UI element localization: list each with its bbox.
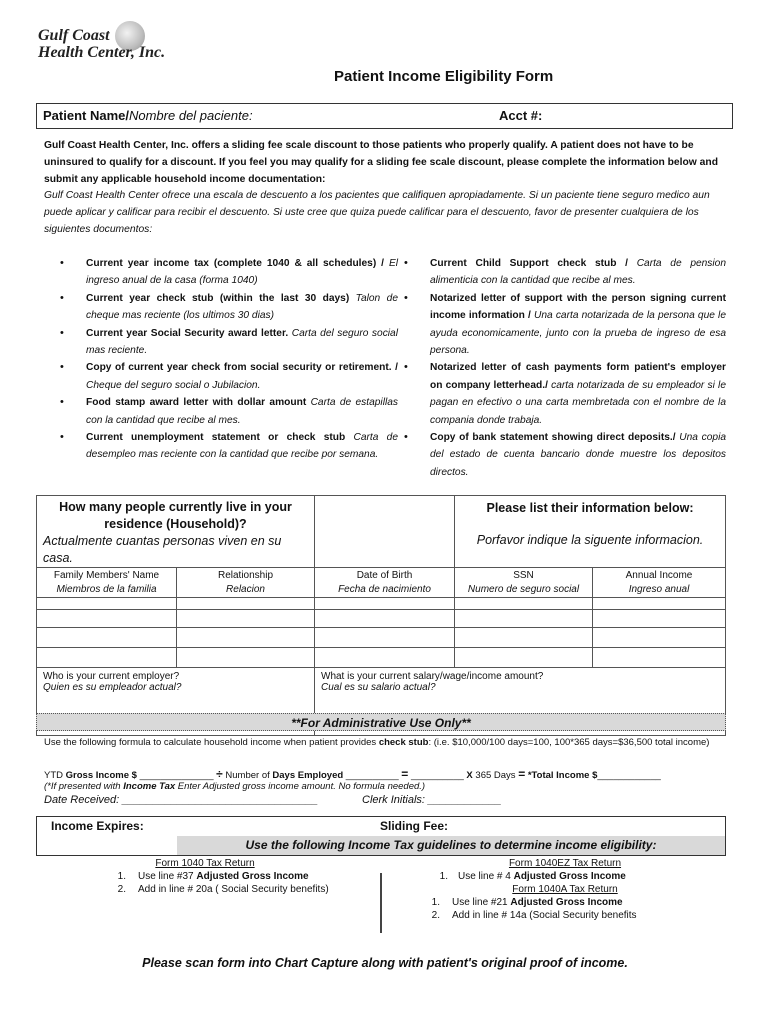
logo-line2: Health Center, Inc. bbox=[38, 44, 166, 61]
doc-en: Current year income tax (complete 1040 & all schedules) / bbox=[86, 258, 384, 269]
guideline-divider bbox=[380, 873, 382, 933]
item-pre: Use line #37 bbox=[138, 871, 194, 882]
intro-spanish: Gulf Coast Health Center ofrece una escala de descuento a los pacientes que califiquen apropiadamente. Si un paciente tiene seguro medico aun puede aplicar y calificar para recibir el descuento. Si uste cree que quiza puede calificar para el descuento, favor de presenter cualquiera de los siguientes documentos: bbox=[44, 190, 710, 235]
doc-es: Talon de cheque mas reciente (los ultimos 30 dias) bbox=[86, 292, 398, 322]
doc-es: El ingreso anual de la casa (forma 1040) bbox=[86, 258, 398, 287]
col-header-en: Family Members' Name bbox=[53, 570, 160, 581]
table-cell-input[interactable] bbox=[37, 610, 177, 628]
footer-note: Please scan form into Chart Capture along with patient's original proof of income. bbox=[142, 956, 628, 970]
date-received-label: Date Received: bbox=[44, 794, 120, 806]
clerk-initials-label: Clerk Initials: bbox=[362, 794, 425, 806]
table-cell-input[interactable] bbox=[315, 648, 455, 668]
tax-guidelines-right bbox=[420, 858, 710, 921]
table-cell-input[interactable] bbox=[455, 610, 593, 628]
sliding-fee-label: Sliding Fee: bbox=[380, 819, 449, 833]
expires-box bbox=[36, 816, 726, 856]
list-item bbox=[420, 910, 710, 921]
doc-es: carta notarizada de su empleador si le pagan en efectivo o una carta membretada con el nombre de la compania donde trabaja. bbox=[430, 379, 726, 426]
col-header-en: Date of Birth bbox=[356, 570, 413, 581]
divide-symbol: ÷ bbox=[216, 767, 223, 781]
col-header-name bbox=[37, 568, 177, 598]
times-symbol: X bbox=[466, 770, 473, 781]
table-cell-input[interactable] bbox=[37, 648, 177, 668]
form-1040ez-title: Form 1040EZ Tax Return bbox=[508, 858, 622, 869]
list-item bbox=[420, 871, 710, 882]
income-tax-note bbox=[44, 781, 425, 792]
date-received bbox=[44, 794, 318, 806]
item-pre: Add in line # 14a (Social Security benefits bbox=[452, 910, 637, 921]
household-question-es: Actualmente cuantas personas viven en su casa. bbox=[43, 534, 282, 565]
table-cell-input[interactable] bbox=[177, 628, 315, 648]
col-header-ssn bbox=[455, 568, 593, 598]
days-label-pre: Number of bbox=[225, 770, 270, 781]
total-income-label: *Total Income $ bbox=[527, 770, 598, 781]
date-received-field[interactable]: ________________________________ bbox=[122, 794, 319, 806]
patient-name-label-es: Nombre del paciente: bbox=[128, 108, 253, 123]
table-cell-input[interactable] bbox=[455, 598, 593, 610]
formula-pre: Use the following formula to calculate household income when patient provides bbox=[44, 737, 377, 748]
list-item bbox=[400, 359, 726, 429]
col-header-relationship bbox=[177, 568, 315, 598]
doc-es: Carta de pension alimenticia con la cantidad que recibe al mes. bbox=[430, 258, 727, 287]
docs-list-right bbox=[400, 255, 726, 481]
note-pre: (*If presented with bbox=[44, 781, 121, 792]
days-employed-field[interactable]: __________ bbox=[345, 770, 399, 781]
doc-es: Una copia del estado de cuenta bancario donde muestre los depositos directos. bbox=[430, 432, 726, 478]
intro-english: Gulf Coast Health Center, Inc. offers a sliding fee scale discount to those patients who properly qualify. A patient does not have to be uninsured to qualify for a discount. If you feel you may qualify for a sliding fee scale discount, please complete the information below and submit any applicable household income documentation: bbox=[44, 140, 718, 185]
doc-es: Cheque del seguro social o Jubilacion. bbox=[86, 379, 261, 391]
days-365-label: 365 Days bbox=[475, 770, 516, 781]
doc-en: Current year Social Security award letter. bbox=[86, 327, 289, 339]
table-cell-input[interactable] bbox=[37, 598, 177, 610]
days-employed-label: Days Employed bbox=[272, 770, 344, 781]
col-header-en: Relationship bbox=[217, 570, 274, 581]
col-header-en: Annual Income bbox=[625, 570, 693, 581]
list-item bbox=[56, 429, 398, 464]
note-bold: Income Tax bbox=[123, 781, 176, 792]
gross-income-label: Gross Income $ bbox=[65, 770, 137, 781]
doc-es: Carta de estapillas con la cantidad que recibe al mes. bbox=[86, 397, 398, 426]
list-item bbox=[100, 871, 370, 882]
list-item bbox=[56, 255, 398, 290]
item-bold: Adjusted Gross Income bbox=[510, 897, 623, 908]
patient-name-field[interactable] bbox=[277, 106, 527, 126]
page-title: Patient Income Eligibility Form bbox=[334, 68, 554, 85]
col-header-es: Miembros de la familia bbox=[56, 584, 157, 595]
doc-en: Current year check stub (within the last 30 days) bbox=[86, 292, 350, 304]
doc-en: Notarized letter of support with the person signing current income information / bbox=[430, 292, 726, 322]
admin-use-bar: **For Administrative Use Only** bbox=[36, 713, 726, 731]
item-num: 1. bbox=[431, 897, 440, 908]
col-header-es: Ingreso anual bbox=[628, 584, 690, 595]
list-item bbox=[400, 429, 726, 481]
item-pre: Use line # 4 bbox=[458, 871, 511, 882]
doc-en: Notarized letter of cash payments form patient's employer on company letterhead./ bbox=[430, 362, 726, 391]
acct-label: Acct #: bbox=[499, 108, 543, 123]
equals-symbol-2: = bbox=[518, 767, 526, 781]
col-header-en: SSN bbox=[513, 570, 534, 581]
formula-instruction bbox=[44, 737, 709, 748]
table-cell-input[interactable] bbox=[315, 598, 455, 610]
item-num: 1. bbox=[117, 871, 126, 882]
table-cell-input[interactable] bbox=[593, 598, 726, 610]
logo-line1: Gulf Coast bbox=[38, 27, 110, 44]
list-item bbox=[400, 290, 726, 360]
patient-header-box bbox=[36, 103, 733, 129]
doc-es: Carta de desempleo mas reciente con la cantidad que recibe por semana. bbox=[86, 432, 398, 461]
col-header-es: Numero de seguro social bbox=[467, 584, 580, 595]
employer-label-es: Quien es su empleador actual? bbox=[43, 682, 182, 693]
clerk-initials bbox=[362, 794, 501, 806]
household-list-en: Please list their information below: bbox=[486, 501, 694, 515]
household-table bbox=[36, 495, 726, 736]
ytd-label: YTD bbox=[44, 770, 63, 781]
list-item bbox=[56, 359, 398, 394]
table-cell-input[interactable] bbox=[177, 610, 315, 628]
sliding-fee-field[interactable] bbox=[452, 818, 712, 834]
item-num: 2. bbox=[117, 884, 126, 895]
item-pre: Use line #21 bbox=[452, 897, 508, 908]
total-income-field[interactable]: ____________ bbox=[597, 770, 661, 781]
acct-field[interactable] bbox=[557, 106, 727, 126]
item-num: 1. bbox=[439, 871, 448, 882]
employer-label-en: Who is your current employer? bbox=[43, 671, 180, 682]
tax-guidelines-left bbox=[100, 858, 370, 895]
list-item bbox=[56, 290, 398, 325]
household-list-es: Porfavor indique la siguente informacion. bbox=[476, 533, 704, 547]
list-item bbox=[420, 897, 710, 908]
list-item bbox=[100, 884, 370, 895]
formula-bold: check stub bbox=[378, 737, 429, 748]
formula-post: : (i.e. $10,000/100 days=100, 100*365 days=$36,500 total income) bbox=[428, 737, 710, 748]
doc-en: Copy of current year check from social security or retirement. / bbox=[86, 362, 398, 374]
table-cell-input[interactable] bbox=[315, 610, 455, 628]
col-header-es: Relacion bbox=[226, 584, 265, 595]
income-expires-field[interactable] bbox=[147, 818, 367, 834]
table-cell-input[interactable] bbox=[593, 648, 726, 668]
docs-list-left bbox=[56, 255, 398, 464]
table-cell-input[interactable] bbox=[455, 628, 593, 648]
household-question-cell bbox=[37, 496, 315, 568]
doc-es: Carta del seguro social mas reciente. bbox=[86, 327, 398, 357]
col-header-dob bbox=[315, 568, 455, 598]
table-cell-input[interactable] bbox=[315, 628, 455, 648]
income-expires-label: Income Expires: bbox=[51, 819, 144, 833]
table-cell-input[interactable] bbox=[455, 648, 593, 668]
note-post: Enter Adjusted gross income amount. No formula needed.) bbox=[177, 781, 426, 792]
item-bold: Adjusted Gross Income bbox=[196, 871, 309, 882]
item-pre: Add in line # 20a ( Social Security benefits) bbox=[138, 884, 329, 895]
table-cell-input[interactable] bbox=[177, 648, 315, 668]
doc-en: Copy of bank statement showing direct deposits./ bbox=[430, 432, 676, 444]
table-cell-input[interactable] bbox=[177, 598, 315, 610]
salary-label-es: Cual es su salario actual? bbox=[321, 682, 436, 693]
household-question-en: How many people currently live in your residence (Household)? bbox=[59, 500, 292, 531]
logo bbox=[38, 27, 165, 61]
gross-income-field[interactable]: ______________ bbox=[139, 770, 214, 781]
form-1040-title: Form 1040 Tax Return bbox=[155, 858, 255, 869]
table-cell-input[interactable] bbox=[593, 610, 726, 628]
list-item bbox=[56, 394, 398, 429]
guideline-bar: Use the following Income Tax guidelines to determine income eligibility: bbox=[177, 836, 725, 855]
household-list-cell bbox=[455, 496, 726, 568]
patient-name-label bbox=[43, 108, 253, 123]
item-num: 2. bbox=[431, 910, 440, 921]
list-item bbox=[56, 325, 398, 360]
daily-income-field[interactable]: __________ bbox=[410, 770, 464, 781]
doc-en: Current Child Support check stub / bbox=[430, 258, 628, 269]
clerk-initials-field[interactable]: ____________ bbox=[428, 794, 502, 806]
table-cell-input[interactable] bbox=[593, 628, 726, 648]
item-bold: Adjusted Gross Income bbox=[513, 871, 626, 882]
col-header-es: Fecha de nacimiento bbox=[338, 584, 431, 595]
equals-symbol: = bbox=[401, 767, 409, 781]
doc-en: Current unemployment statement or check stub bbox=[86, 432, 346, 444]
doc-es: Una carta notarizada de la persona que le ayuda economicamente, junto con la prueba de ingreso de esa persona. bbox=[430, 310, 726, 357]
form-1040a-title: Form 1040A Tax Return bbox=[512, 884, 618, 895]
patient-name-label-en: Patient Name/ bbox=[43, 108, 129, 123]
income-formula bbox=[44, 767, 661, 781]
col-header-income bbox=[593, 568, 726, 598]
salary-label-en: What is your current salary/wage/income amount? bbox=[321, 671, 544, 682]
household-count-field[interactable] bbox=[315, 496, 455, 568]
table-cell-input[interactable] bbox=[37, 628, 177, 648]
list-item bbox=[400, 255, 726, 290]
doc-en: Food stamp award letter with dollar amount bbox=[86, 397, 307, 409]
